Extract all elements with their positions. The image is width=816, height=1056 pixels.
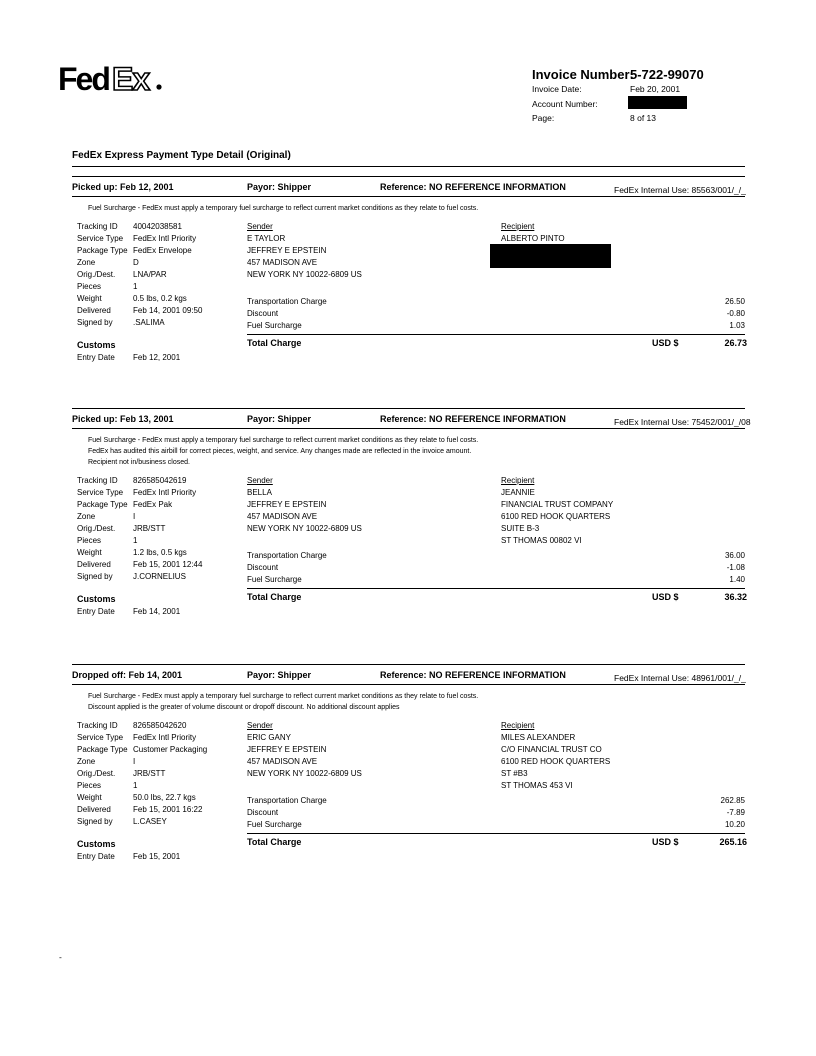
shipment-header-rule bbox=[72, 428, 745, 429]
label-signed-by: Signed by bbox=[77, 318, 113, 327]
sender-line: ERIC GANY bbox=[247, 733, 292, 742]
entry-date-value: Feb 14, 2001 bbox=[133, 607, 181, 616]
value-weight: 50.0 lbs, 22.7 kgs bbox=[133, 793, 196, 802]
label-weight: Weight bbox=[77, 294, 102, 303]
total-amount: 26.73 bbox=[724, 338, 747, 348]
label-package-type: Package Type bbox=[77, 745, 128, 754]
label-tracking-id: Tracking ID bbox=[77, 476, 118, 485]
shipment-note: FedEx has audited this airbill for correct pieces, weight, and service. Any changes made are reflected in the invoice amount. bbox=[88, 448, 472, 455]
entry-date-label: Entry Date bbox=[77, 607, 115, 616]
value-tracking-id: 826585042619 bbox=[133, 476, 187, 485]
label-package-type: Package Type bbox=[77, 246, 128, 255]
value-tracking-id: 40042038581 bbox=[133, 222, 182, 231]
sender-label: Sender bbox=[247, 222, 273, 231]
total-amount: 265.16 bbox=[719, 837, 747, 847]
label-orig-dest: Orig./Dest. bbox=[77, 270, 116, 279]
label-signed-by: Signed by bbox=[77, 817, 113, 826]
shipment-payor: Payor: Shipper bbox=[247, 414, 312, 424]
recipient-line: 6100 RED HOOK QUARTERS bbox=[501, 757, 611, 766]
shipment-header-rule bbox=[72, 196, 745, 197]
fuel-amount: 1.40 bbox=[729, 575, 745, 584]
customs-label: Customs bbox=[77, 594, 116, 604]
svg-text:Ex: Ex bbox=[112, 61, 150, 97]
transportation-charge-label: Transportation Charge bbox=[247, 796, 327, 805]
shipment-note: Discount applied is the greater of volume discount or dropoff discount. No additional discount applies bbox=[88, 704, 400, 711]
invoice-date-label: Invoice Date: bbox=[532, 84, 582, 94]
value-zone: I bbox=[133, 512, 136, 521]
recipient-line: ST #B3 bbox=[501, 769, 528, 778]
account-number-label: Account Number: bbox=[532, 99, 598, 109]
shipment-reference: Reference: NO REFERENCE INFORMATION bbox=[380, 670, 566, 680]
value-weight: 0.5 lbs, 0.2 kgs bbox=[133, 294, 187, 303]
currency-label: USD $ bbox=[652, 592, 679, 602]
shipment-date-line: Dropped off: Feb 14, 2001 bbox=[72, 670, 183, 680]
svg-text:Fed: Fed bbox=[58, 61, 109, 97]
label-delivered: Delivered bbox=[77, 805, 111, 814]
value-delivered: Feb 15, 2001 16:22 bbox=[133, 805, 203, 814]
label-orig-dest: Orig./Dest. bbox=[77, 769, 116, 778]
shipment-note: Fuel Surcharge - FedEx must apply a temporary fuel surcharge to reflect current market conditions as they relate to fuel costs. bbox=[88, 437, 479, 444]
recipient-line: 6100 RED HOOK QUARTERS bbox=[501, 512, 611, 521]
entry-date-label: Entry Date bbox=[77, 852, 115, 861]
label-signed-by: Signed by bbox=[77, 572, 113, 581]
page-title: FedEx Express Payment Type Detail (Original) bbox=[72, 150, 291, 161]
sender-line: 457 MADISON AVE bbox=[247, 258, 318, 267]
shipment-internal-use: FedEx Internal Use: 75452/001/_/08 bbox=[614, 417, 751, 427]
value-pieces: 1 bbox=[133, 781, 138, 790]
transportation-amount: 262.85 bbox=[720, 796, 745, 805]
value-signed-by: J.CORNELIUS bbox=[133, 572, 186, 581]
entry-date-value: Feb 15, 2001 bbox=[133, 852, 181, 861]
transportation-amount: 36.00 bbox=[724, 551, 745, 560]
transportation-charge-label: Transportation Charge bbox=[247, 297, 327, 306]
recipient-line: C/O FINANCIAL TRUST CO bbox=[501, 745, 602, 754]
value-weight: 1.2 lbs, 0.5 kgs bbox=[133, 548, 187, 557]
shipment-reference: Reference: NO REFERENCE INFORMATION bbox=[380, 182, 566, 192]
total-amount: 36.32 bbox=[724, 592, 747, 602]
transportation-charge-label: Transportation Charge bbox=[247, 551, 327, 560]
value-pieces: 1 bbox=[133, 282, 138, 291]
label-weight: Weight bbox=[77, 793, 102, 802]
value-package-type: Customer Packaging bbox=[133, 745, 208, 754]
discount-amount: -0.80 bbox=[726, 309, 745, 318]
label-service-type: Service Type bbox=[77, 488, 124, 497]
discount-label: Discount bbox=[247, 309, 279, 318]
value-zone: D bbox=[133, 258, 139, 267]
shipment-payor: Payor: Shipper bbox=[247, 670, 312, 680]
label-service-type: Service Type bbox=[77, 733, 124, 742]
label-pieces: Pieces bbox=[77, 781, 102, 790]
shipment-internal-use: FedEx Internal Use: 85563/001/_/_ bbox=[614, 185, 746, 195]
sender-line: BELLA bbox=[247, 488, 272, 497]
sender-line: E TAYLOR bbox=[247, 234, 286, 243]
currency-label: USD $ bbox=[652, 837, 679, 847]
value-service-type: FedEx Intl Priority bbox=[133, 733, 197, 742]
recipient-line: JEANNIE bbox=[501, 488, 535, 497]
value-pieces: 1 bbox=[133, 536, 138, 545]
shipment-reference: Reference: NO REFERENCE INFORMATION bbox=[380, 414, 566, 424]
sender-line: JEFFREY E EPSTEIN bbox=[247, 745, 327, 754]
label-pieces: Pieces bbox=[77, 282, 102, 291]
value-orig-dest: JRB/STT bbox=[133, 524, 166, 533]
sender-label: Sender bbox=[247, 476, 273, 485]
entry-date-value: Feb 12, 2001 bbox=[133, 353, 181, 362]
value-service-type: FedEx Intl Priority bbox=[133, 234, 197, 243]
customs-label: Customs bbox=[77, 839, 116, 849]
label-zone: Zone bbox=[77, 757, 96, 766]
value-package-type: FedEx Envelope bbox=[133, 246, 192, 255]
value-delivered: Feb 14, 2001 09:50 bbox=[133, 306, 203, 315]
label-weight: Weight bbox=[77, 548, 102, 557]
value-orig-dest: LNA/PAR bbox=[133, 270, 167, 279]
sender-line: NEW YORK NY 10022-6809 US bbox=[247, 769, 362, 778]
value-signed-by: .SALIMA bbox=[133, 318, 165, 327]
fuel-surcharge-label: Fuel Surcharge bbox=[247, 321, 302, 330]
shipment-payor: Payor: Shipper bbox=[247, 182, 312, 192]
recipient-line: ALBERTO PINTO bbox=[501, 234, 565, 243]
label-delivered: Delivered bbox=[77, 306, 111, 315]
sender-line: NEW YORK NY 10022-6809 US bbox=[247, 524, 362, 533]
label-pieces: Pieces bbox=[77, 536, 102, 545]
recipient-label: Recipient bbox=[501, 476, 535, 485]
sender-line: JEFFREY E EPSTEIN bbox=[247, 246, 327, 255]
invoice-number-label: Invoice Number: bbox=[532, 67, 634, 82]
recipient-label: Recipient bbox=[501, 222, 535, 231]
recipient-line: FINANCIAL TRUST COMPANY bbox=[501, 500, 614, 509]
total-rule bbox=[247, 833, 745, 834]
currency-label: USD $ bbox=[652, 338, 679, 348]
discount-label: Discount bbox=[247, 563, 279, 572]
label-delivered: Delivered bbox=[77, 560, 111, 569]
recipient-line: MILES ALEXANDER bbox=[501, 733, 576, 742]
value-tracking-id: 826585042620 bbox=[133, 721, 187, 730]
sender-line: NEW YORK NY 10022-6809 US bbox=[247, 270, 362, 279]
title-rule bbox=[72, 166, 745, 167]
total-rule bbox=[247, 334, 745, 335]
shipment-internal-use: FedEx Internal Use: 48961/001/_/_ bbox=[614, 673, 746, 683]
label-zone: Zone bbox=[77, 512, 96, 521]
recipient-label: Recipient bbox=[501, 721, 535, 730]
shipment-note: Fuel Surcharge - FedEx must apply a temporary fuel surcharge to reflect current market conditions as they relate to fuel costs. bbox=[88, 205, 479, 212]
sender-line: 457 MADISON AVE bbox=[247, 757, 318, 766]
recipient-line: ST THOMAS 00802 VI bbox=[501, 536, 582, 545]
label-package-type: Package Type bbox=[77, 500, 128, 509]
shipment-top-rule bbox=[72, 408, 745, 409]
sender-label: Sender bbox=[247, 721, 273, 730]
fedex-logo bbox=[58, 60, 168, 100]
shipment-date-line: Picked up: Feb 12, 2001 bbox=[72, 182, 174, 192]
sender-line: JEFFREY E EPSTEIN bbox=[247, 500, 327, 509]
fuel-surcharge-label: Fuel Surcharge bbox=[247, 575, 302, 584]
value-delivered: Feb 15, 2001 12:44 bbox=[133, 560, 203, 569]
value-signed-by: L.CASEY bbox=[133, 817, 167, 826]
shipment-note: Recipient not in/business closed. bbox=[88, 459, 190, 466]
invoice-date: Feb 20, 2001 bbox=[630, 84, 681, 94]
value-package-type: FedEx Pak bbox=[133, 500, 173, 509]
fuel-amount: 10.20 bbox=[724, 820, 745, 829]
shipment-header-rule bbox=[72, 684, 745, 685]
transportation-amount: 26.50 bbox=[724, 297, 745, 306]
page-value: 8 of 13 bbox=[630, 113, 656, 123]
recipient-redaction bbox=[490, 244, 611, 268]
recipient-line: SUITE B-3 bbox=[501, 524, 540, 533]
page-label: Page: bbox=[532, 113, 555, 123]
discount-amount: -1.08 bbox=[726, 563, 745, 572]
total-rule bbox=[247, 588, 745, 589]
total-charge-label: Total Charge bbox=[247, 837, 302, 847]
footer-mark: - bbox=[59, 952, 62, 962]
entry-date-label: Entry Date bbox=[77, 353, 115, 362]
label-zone: Zone bbox=[77, 258, 96, 267]
discount-amount: -7.89 bbox=[726, 808, 745, 817]
fuel-amount: 1.03 bbox=[729, 321, 745, 330]
label-tracking-id: Tracking ID bbox=[77, 721, 118, 730]
value-orig-dest: JRB/STT bbox=[133, 769, 166, 778]
label-orig-dest: Orig./Dest. bbox=[77, 524, 116, 533]
account-number-redaction bbox=[628, 96, 687, 109]
recipient-line: ST THOMAS 453 VI bbox=[501, 781, 573, 790]
total-charge-label: Total Charge bbox=[247, 592, 302, 602]
shipment-note: Fuel Surcharge - FedEx must apply a temporary fuel surcharge to reflect current market conditions as they relate to fuel costs. bbox=[88, 693, 479, 700]
fuel-surcharge-label: Fuel Surcharge bbox=[247, 820, 302, 829]
total-charge-label: Total Charge bbox=[247, 338, 302, 348]
sender-line: 457 MADISON AVE bbox=[247, 512, 318, 521]
invoice-number: 5-722-99070 bbox=[630, 67, 704, 82]
discount-label: Discount bbox=[247, 808, 279, 817]
label-tracking-id: Tracking ID bbox=[77, 222, 118, 231]
shipment-top-rule bbox=[72, 664, 745, 665]
shipment-date-line: Picked up: Feb 13, 2001 bbox=[72, 414, 174, 424]
shipment-top-rule bbox=[72, 176, 745, 177]
value-zone: I bbox=[133, 757, 136, 766]
value-service-type: FedEx Intl Priority bbox=[133, 488, 197, 497]
customs-label: Customs bbox=[77, 340, 116, 350]
label-service-type: Service Type bbox=[77, 234, 124, 243]
